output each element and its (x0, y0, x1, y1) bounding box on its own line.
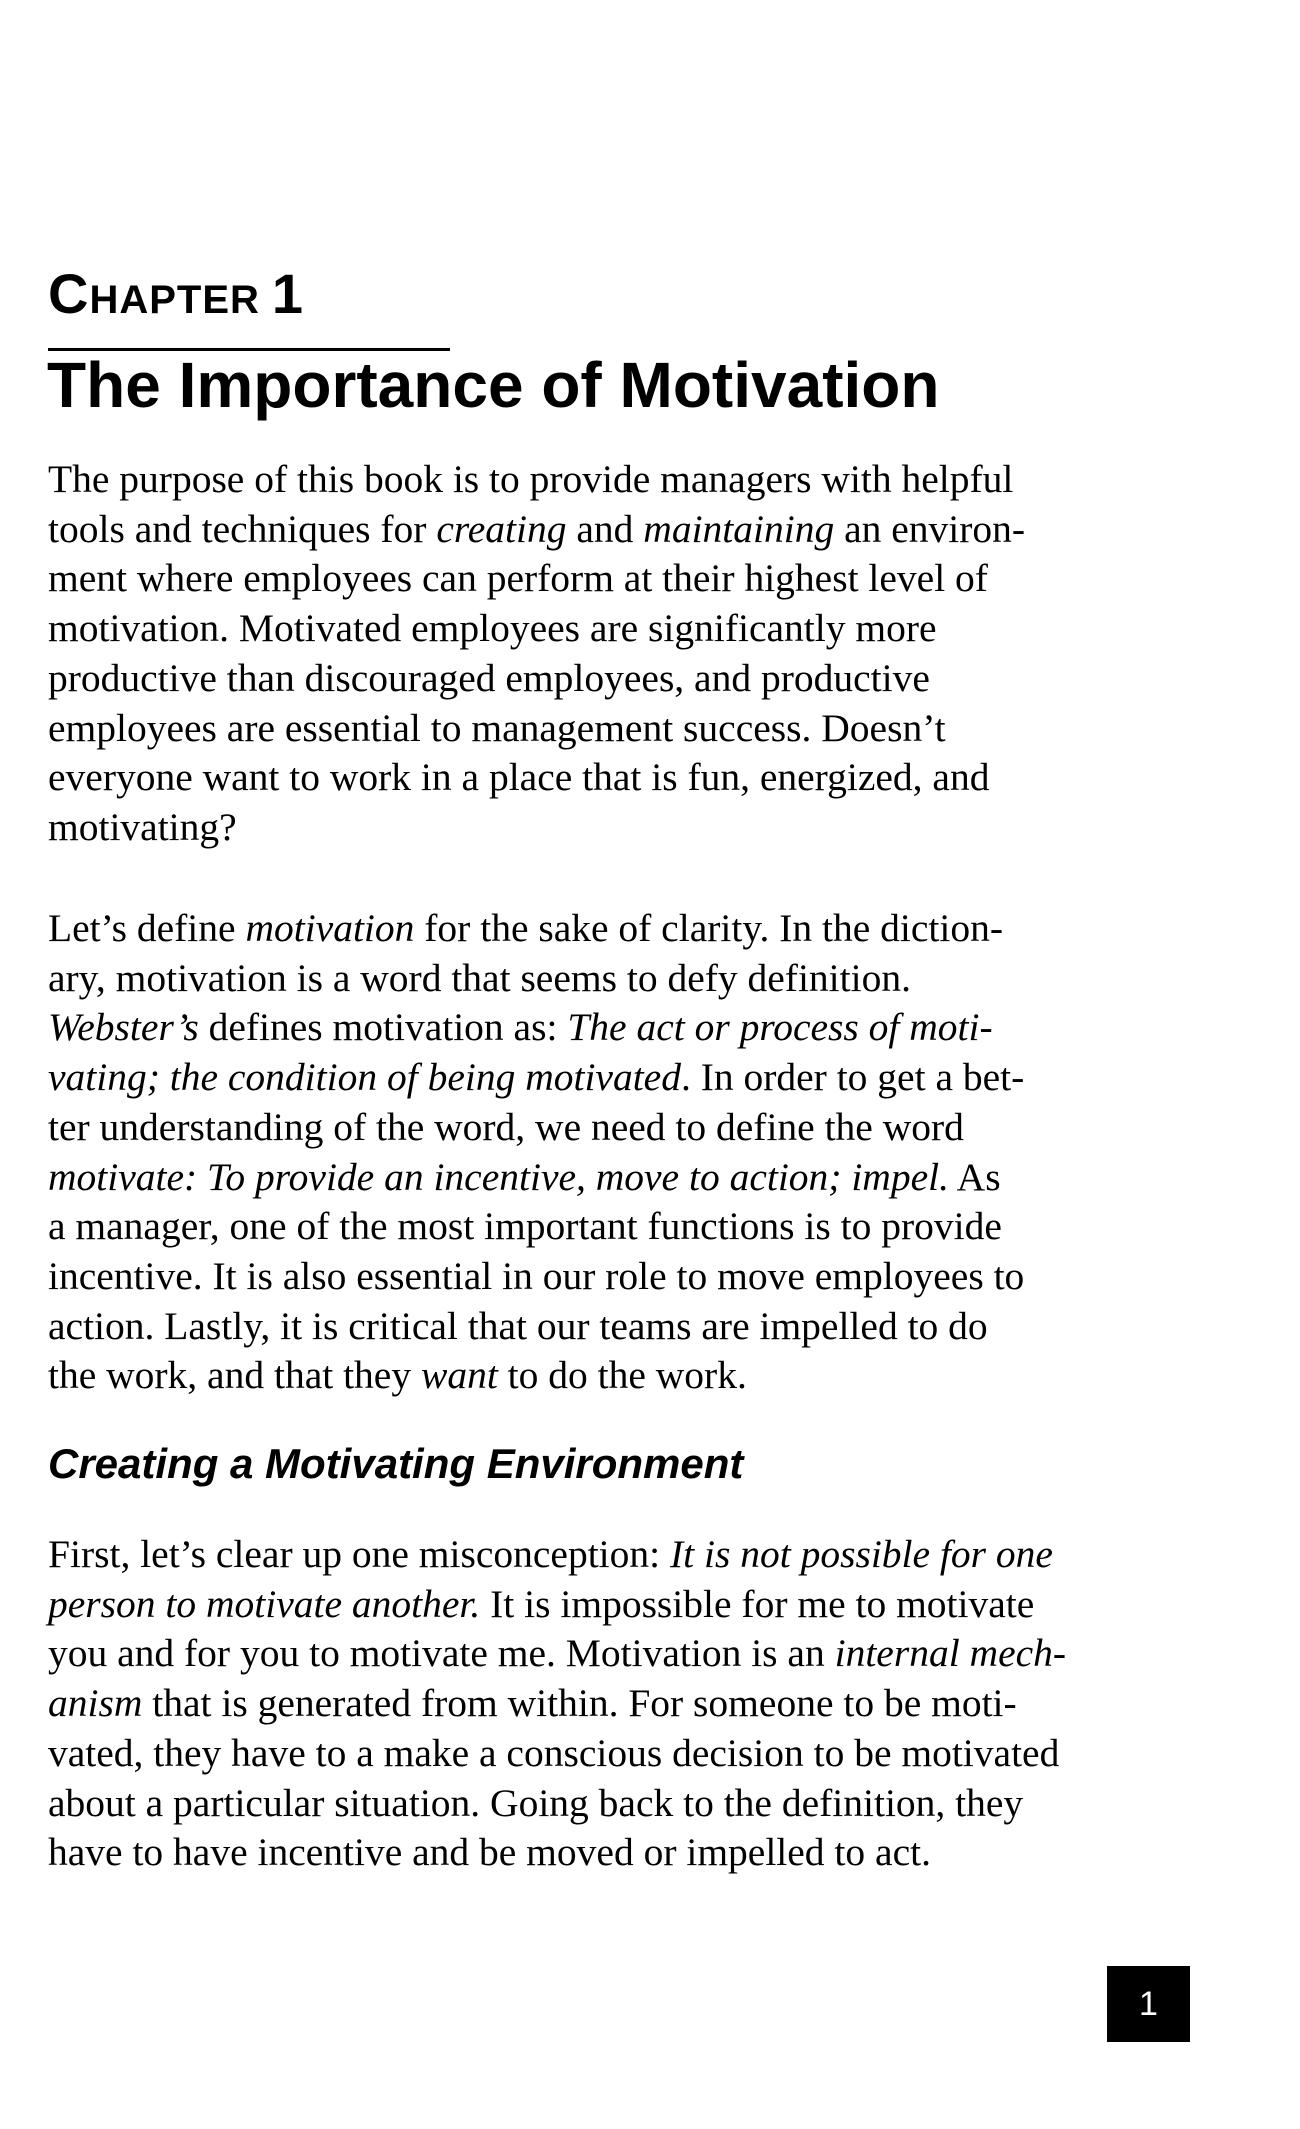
text-run: tools and techniques for (48, 506, 437, 551)
text-line (48, 1580, 1208, 1630)
text-line (48, 1351, 1208, 1401)
chapter-label-initial: C (48, 262, 90, 325)
text-run: you and for you to motivate me. Motivation is an (48, 1631, 835, 1676)
text-run: for the sake of clarity. In the diction- (414, 906, 1004, 950)
emphasis-definition-quote: The act or process of moti- (567, 1005, 993, 1050)
text-run: As (948, 1154, 1001, 1199)
emphasis-definition-quote: vating; the condition of being motivated (48, 1055, 681, 1100)
emphasis-maintaining: maintaining (643, 506, 835, 551)
text-run: have to have incentive and be moved or impelled to act. (48, 1830, 931, 1875)
paragraph-misconception (48, 1530, 1208, 1878)
text-run: motivation. Motivated employees are significantly more (48, 606, 937, 651)
text-line (48, 1202, 1208, 1252)
section-heading: Creating a Motivating Environment (48, 1440, 744, 1487)
text-line (48, 954, 1208, 1004)
chapter-label-rest: HAPTER (89, 278, 260, 322)
text-run: to do the work. (497, 1353, 747, 1398)
emphasis-want: want (420, 1353, 498, 1398)
page-number: 1 (1107, 1966, 1190, 2042)
text-line (48, 554, 1208, 604)
text-line (48, 505, 1208, 555)
text-run: everyone want to work in a place that is fun, energized, and (48, 755, 990, 800)
chapter-title: The Importance of Motivation (47, 349, 940, 421)
text-run: ter understanding of the word, we need to define the word (48, 1104, 964, 1149)
text-run: It is impossible for me to motivate (480, 1581, 1035, 1626)
text-line (48, 1252, 1208, 1302)
text-line (48, 803, 1208, 853)
text-run: that is generated from within. For someone to be moti- (142, 1681, 1017, 1726)
emphasis-internal-mechanism: anism (48, 1681, 143, 1726)
emphasis-motivate-definition: motivate: To provide an incentive, move to action; impel. (48, 1154, 949, 1199)
text-run: ary, motivation is a word that seems to defy definition. (48, 955, 911, 1000)
text-line (48, 1729, 1208, 1779)
text-line (48, 753, 1208, 803)
text-run: about a particular situation. Going back to the definition, they (48, 1780, 1024, 1825)
emphasis-misconception: It is not possible for one (670, 1532, 1053, 1576)
text-line (48, 604, 1208, 654)
text-line (48, 1302, 1208, 1352)
text-line (48, 704, 1208, 754)
text-run: the work, and that they (48, 1353, 421, 1398)
emphasis-motivation: motivation (245, 906, 415, 950)
text-line (48, 1053, 1208, 1103)
text-line (48, 1828, 1208, 1878)
text-run: The purpose of this book is to provide managers with helpful (48, 457, 1014, 501)
text-run: employees are essential to management success. Doesn’t (48, 705, 946, 750)
emphasis-misconception: person to motivate another. (48, 1581, 481, 1626)
paragraph-purpose (48, 455, 1208, 853)
text-run: incentive. It is also essential in our role to move employees to (48, 1253, 1025, 1298)
text-line (48, 1153, 1208, 1203)
text-run: productive than discouraged employees, and productive (48, 655, 930, 700)
text-line (48, 654, 1208, 704)
text-run: First, let’s clear up one misconception: (48, 1532, 670, 1576)
text-line (48, 1530, 1208, 1580)
text-run: Let’s define (48, 906, 246, 950)
text-line (48, 1779, 1208, 1829)
text-run: an environ- (834, 506, 1026, 551)
text-run: . In order to get a bet- (680, 1055, 1025, 1100)
emphasis-internal-mechanism: internal mech- (834, 1631, 1067, 1676)
text-line (48, 1103, 1208, 1153)
text-line (48, 1629, 1208, 1679)
text-line (48, 1003, 1208, 1053)
emphasis-websters: Webster’s (48, 1005, 199, 1050)
text-run: motivating? (48, 804, 237, 849)
chapter-label (48, 262, 305, 326)
text-run: vated, they have to a make a conscious decision to be motivated (48, 1730, 1060, 1775)
emphasis-creating: creating (436, 506, 567, 551)
chapter-number: 1 (271, 262, 305, 325)
text-run: a manager, one of the most important functions is to provide (48, 1204, 1002, 1249)
text-run: and (566, 506, 644, 551)
paragraph-definition (48, 904, 1208, 1401)
text-run: action. Lastly, it is critical that our teams are impelled to do (48, 1303, 988, 1348)
text-line (48, 1679, 1208, 1729)
text-line (48, 904, 1208, 954)
text-run: defines motivation as: (198, 1005, 568, 1050)
text-line (48, 455, 1208, 505)
text-run: ment where employees can perform at their highest level of (48, 556, 988, 601)
